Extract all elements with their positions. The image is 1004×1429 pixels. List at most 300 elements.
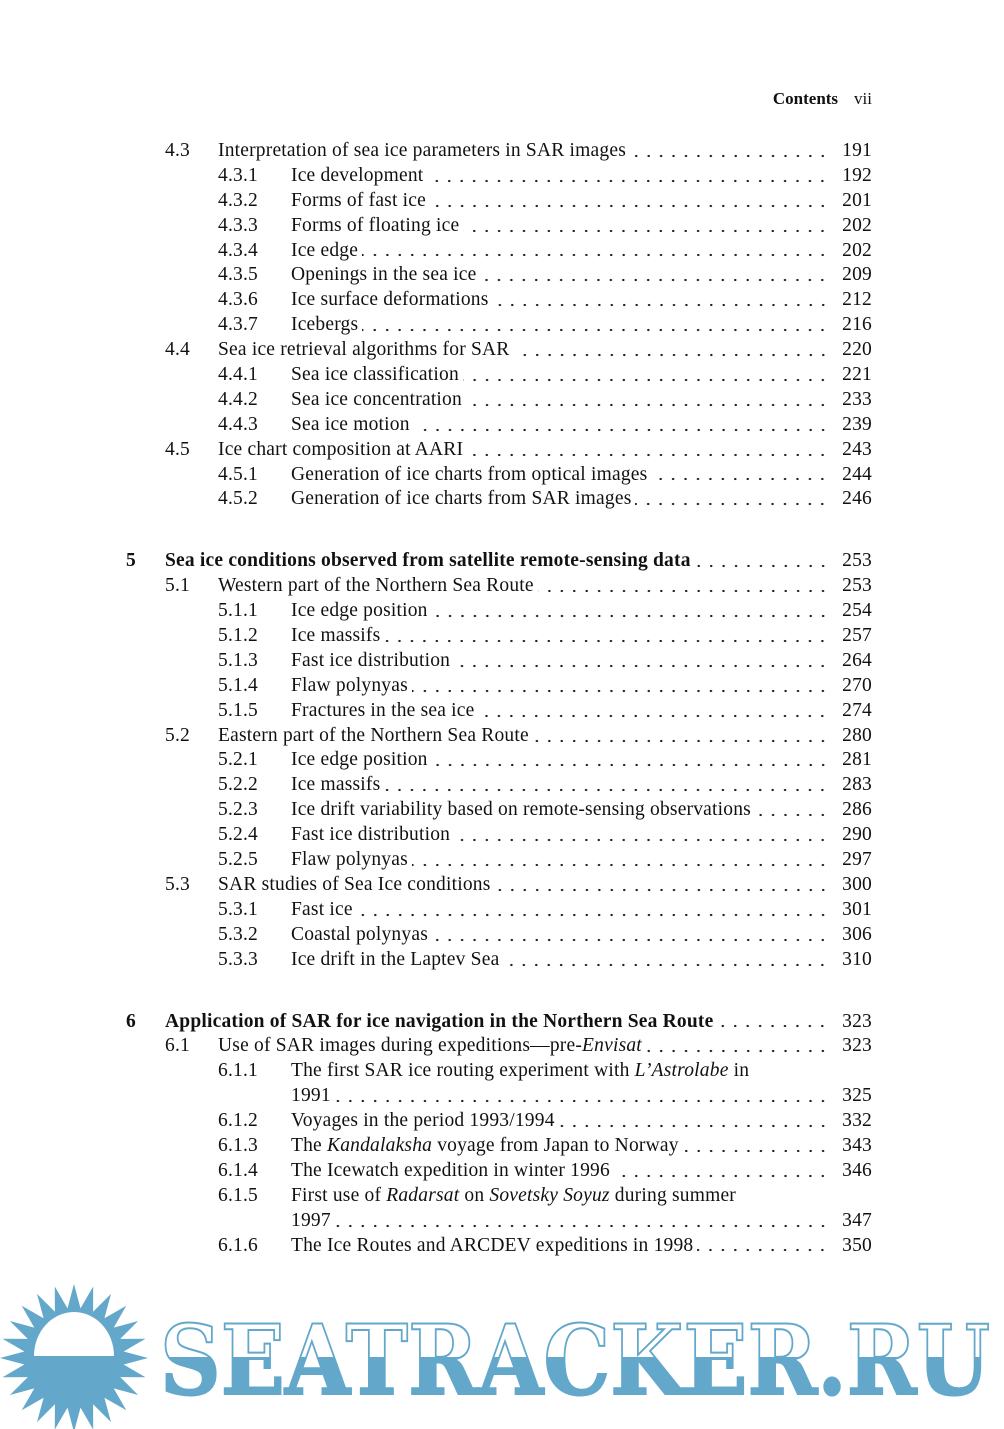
entry-title-part: Coastal polynyas — [291, 923, 428, 945]
entry-number: 5.1.3 — [218, 649, 258, 671]
entry-page-number: 323 — [842, 1035, 872, 1057]
entry-number: 5.2.5 — [218, 849, 258, 871]
entry-number: 4.4 — [165, 339, 190, 361]
entry-page-number: 274 — [842, 699, 872, 721]
entry-title-part: Ice drift in the Laptev Sea — [291, 948, 500, 970]
dot-leader — [480, 263, 829, 288]
seatracker-watermark-logo — [0, 1282, 1004, 1429]
entry-page-number: 283 — [842, 774, 872, 796]
entry-page-number: 202 — [842, 214, 872, 236]
entry-page-number: 306 — [842, 923, 872, 945]
entry-title-part: The — [291, 1134, 327, 1156]
entry-line — [291, 699, 872, 724]
entry-number: 5.3 — [165, 873, 190, 895]
dot-leader — [384, 624, 829, 649]
entry-page-number: 220 — [842, 339, 872, 361]
toc-entry[interactable] — [126, 649, 872, 674]
entry-page-number: 300 — [842, 873, 872, 895]
entry-title-part: Sea ice classification — [291, 364, 459, 386]
entry-title-part: Sea ice retrieval algorithms for SAR — [218, 339, 510, 361]
toc-entry[interactable] — [126, 288, 872, 313]
toc-entry[interactable] — [126, 239, 872, 264]
dot-leader — [454, 649, 829, 674]
toc-entry[interactable] — [126, 487, 872, 512]
entry-title-part: Ice edge position — [291, 749, 428, 771]
entry-line — [291, 948, 872, 973]
entry-title — [218, 574, 534, 599]
toc-entry-continuation[interactable] — [126, 1209, 872, 1234]
entry-page-number: 346 — [842, 1159, 872, 1181]
entry-number: 4.3.4 — [218, 239, 258, 261]
entry-line — [291, 1084, 872, 1109]
entry-number: 4.4.1 — [218, 364, 258, 386]
entry-page-number: 332 — [842, 1110, 872, 1132]
entry-number: 6 — [126, 1010, 136, 1032]
entry-number: 5.1.4 — [218, 674, 258, 696]
toc-entry[interactable] — [126, 898, 872, 923]
toc-entry[interactable] — [126, 1034, 872, 1059]
entry-title-part: Ice massifs — [291, 774, 381, 796]
entry-line — [291, 898, 872, 923]
toc-entry[interactable] — [126, 1234, 872, 1259]
entry-title-part: Flaw polynyas — [291, 674, 408, 696]
entry-title — [291, 1109, 555, 1134]
entry-title-part: First use of — [291, 1184, 387, 1206]
entry-line — [291, 487, 872, 512]
entry-title-part: Eastern part of the Northern Sea Route — [218, 724, 529, 746]
toc-entry[interactable] — [126, 948, 872, 973]
entry-title — [291, 848, 408, 873]
entry-title-part: Western part of the Northern Sea Route — [218, 575, 534, 597]
entry-title-part: Fast ice — [291, 898, 353, 920]
entry-title-part: Generation of ice charts from SAR images — [291, 488, 632, 510]
dot-leader — [430, 189, 829, 214]
entry-title — [291, 923, 428, 948]
toc-entry[interactable] — [126, 164, 872, 189]
toc-entry[interactable] — [126, 363, 872, 388]
entry-line — [165, 549, 872, 574]
entry-line — [291, 773, 872, 798]
entry-title — [291, 239, 358, 264]
entry-number: 5.2 — [165, 724, 190, 746]
entry-page-number: 221 — [842, 364, 872, 386]
entry-page-number: 192 — [842, 164, 872, 186]
entry-page-number: 202 — [842, 239, 872, 261]
dot-leader — [646, 1034, 829, 1059]
toc-entry[interactable] — [126, 413, 872, 438]
dot-leader — [362, 313, 829, 338]
entry-title — [291, 413, 410, 438]
entry-title-part: Icebergs — [291, 314, 359, 336]
entry-line — [291, 1109, 872, 1134]
entry-title-part: Use of SAR images during expeditions—pre- — [218, 1035, 583, 1057]
entry-title-part: Forms of fast ice — [291, 189, 426, 211]
entry-title-part: Sea ice conditions observed from satellite remote-sensing data — [165, 550, 691, 572]
toc-entry[interactable] — [126, 624, 872, 649]
entry-number: 5.3.2 — [218, 923, 258, 945]
dot-leader — [493, 288, 829, 313]
entry-line — [291, 164, 872, 189]
toc-entry[interactable] — [126, 798, 872, 823]
toc-entry[interactable] — [126, 724, 872, 749]
entry-number: 5.3.1 — [218, 898, 258, 920]
entry-line — [291, 189, 872, 214]
entry-title-part: voyage from Japan to Norway — [432, 1134, 679, 1156]
entry-line — [291, 674, 872, 699]
running-header — [773, 89, 872, 109]
dot-leader — [755, 798, 829, 823]
entry-title — [218, 438, 463, 463]
entry-title — [291, 748, 428, 773]
entry-title — [291, 214, 459, 239]
toc-entry[interactable] — [126, 438, 872, 463]
toc-entry[interactable] — [126, 674, 872, 699]
entry-title-continuation: 1997 — [291, 1209, 331, 1231]
toc-entry[interactable] — [126, 1109, 872, 1134]
toc-entry[interactable] — [126, 189, 872, 214]
dot-leader — [683, 1134, 829, 1159]
entry-title — [291, 288, 489, 313]
entry-title-italic: Kandalaksha — [327, 1134, 433, 1156]
entry-line — [218, 139, 872, 164]
toc-entry-continuation[interactable] — [126, 1084, 872, 1109]
entry-title-part: on — [459, 1184, 490, 1206]
entry-title — [218, 873, 491, 898]
entry-line — [291, 624, 872, 649]
toc-entry[interactable] — [126, 139, 872, 164]
table-of-contents — [126, 139, 872, 1258]
entry-title-part: Voyages in the period 1993/1994 — [291, 1110, 555, 1132]
entry-title — [291, 674, 408, 699]
dot-leader — [697, 1234, 829, 1259]
entry-line — [291, 313, 872, 338]
entry-title — [291, 649, 450, 674]
entry-title-part: Ice surface deformations — [291, 289, 489, 311]
entry-title-part: Fast ice distribution — [291, 824, 451, 846]
entry-title — [291, 898, 353, 923]
entry-page-number: 233 — [842, 388, 872, 410]
dot-leader — [559, 1109, 829, 1134]
entry-number: 6.1 — [165, 1035, 190, 1057]
entry-title — [165, 1010, 713, 1035]
toc-entry[interactable] — [126, 338, 872, 363]
entry-page-number: 239 — [842, 413, 872, 435]
entry-line — [218, 438, 872, 463]
entry-page-number: 243 — [842, 438, 872, 460]
entry-page-number: 209 — [842, 264, 872, 286]
dot-leader — [432, 748, 829, 773]
entry-page-number: 257 — [842, 625, 872, 647]
entry-number: 5.1.5 — [218, 699, 258, 721]
entry-page-number: 281 — [842, 749, 872, 771]
entry-title-italic: Envisat — [582, 1035, 642, 1057]
entry-line — [291, 1184, 872, 1209]
entry-title-part: during summer — [609, 1184, 736, 1206]
entry-page-number: 216 — [842, 314, 872, 336]
entry-title — [291, 773, 380, 798]
entry-number: 6.1.5 — [218, 1184, 258, 1206]
dot-leader — [651, 463, 829, 488]
toc-entry[interactable] — [126, 1059, 872, 1084]
entry-title — [291, 599, 428, 624]
entry-title-italic: Radarsat — [386, 1184, 460, 1206]
entry-page-number: 290 — [842, 824, 872, 846]
entry-page-number: 253 — [842, 550, 872, 572]
entry-title — [218, 724, 529, 749]
entry-title-part: Ice massifs — [291, 625, 381, 647]
watermark-text: SEATRACKER.RU — [160, 1304, 990, 1417]
entry-title-part: in — [728, 1060, 750, 1082]
toc-entry[interactable] — [126, 214, 872, 239]
dot-leader — [412, 674, 829, 699]
entry-line — [291, 798, 872, 823]
entry-title — [291, 823, 450, 848]
entry-page-number: 191 — [842, 140, 872, 161]
entry-title-part: Ice edge — [291, 239, 359, 261]
entry-page-number: 323 — [842, 1010, 872, 1032]
entry-number: 4.3.6 — [218, 289, 258, 311]
entry-number: 4.3.5 — [218, 264, 258, 286]
entry-title-part: Fractures in the sea ice — [291, 699, 475, 721]
toc-entry[interactable] — [126, 748, 872, 773]
entry-title — [291, 1059, 749, 1084]
entry-page-number: 270 — [842, 674, 872, 696]
entry-title-part: Sea ice motion — [291, 413, 410, 435]
entry-number: 5.1.2 — [218, 625, 258, 647]
entry-title — [291, 487, 631, 512]
entry-title — [218, 1034, 642, 1059]
spacer — [736, 1184, 872, 1209]
entry-number: 4.3.2 — [218, 189, 258, 211]
entry-number: 4.5.1 — [218, 463, 258, 485]
entry-title — [291, 948, 499, 973]
entry-page-number: 254 — [842, 600, 872, 622]
entry-title-part: Sea ice concentration — [291, 388, 462, 410]
entry-number: 4.3.3 — [218, 214, 258, 236]
entry-title-part: Ice drift variability based on remote-sensing observations — [291, 799, 751, 821]
entry-line — [218, 574, 872, 599]
entry-title — [218, 338, 510, 363]
entry-number: 4.4.2 — [218, 388, 258, 410]
entry-title-part: Ice development — [291, 164, 424, 186]
entry-number: 6.1.6 — [218, 1234, 258, 1256]
entry-title — [291, 363, 459, 388]
entry-title — [291, 1184, 736, 1209]
dot-leader — [635, 487, 829, 512]
toc-entry[interactable] — [126, 1134, 872, 1159]
entry-line — [218, 338, 872, 363]
entry-line — [218, 873, 872, 898]
dot-leader — [362, 239, 829, 264]
entry-line — [291, 363, 872, 388]
entry-title-part: Ice chart composition at AARI — [218, 438, 464, 460]
entry-line — [291, 1234, 872, 1259]
entry-title-italic: Sovetsky Soyuz — [489, 1184, 610, 1206]
entry-title — [291, 699, 474, 724]
toc-entry[interactable] — [126, 574, 872, 599]
entry-line — [291, 263, 872, 288]
entry-line — [291, 288, 872, 313]
dot-leader — [717, 1010, 829, 1035]
entry-page-number: 264 — [842, 649, 872, 671]
entry-page-number: 212 — [842, 289, 872, 311]
entry-line — [291, 413, 872, 438]
toc-entry[interactable] — [126, 873, 872, 898]
entry-number: 4.3.1 — [218, 164, 258, 186]
toc-entry[interactable] — [126, 848, 872, 873]
dot-leader — [432, 599, 829, 624]
entry-line — [291, 1134, 872, 1159]
toc-entry[interactable] — [126, 1159, 872, 1184]
entry-number: 6.1.3 — [218, 1134, 258, 1156]
dot-leader — [454, 823, 829, 848]
entry-title-part: The first SAR ice routing experiment with — [291, 1060, 635, 1082]
toc-entry[interactable] — [126, 773, 872, 798]
entry-number: 6.1.4 — [218, 1159, 258, 1181]
entry-title — [291, 1134, 679, 1159]
entry-title — [291, 463, 647, 488]
dot-leader — [414, 413, 829, 438]
entry-page-number: 286 — [842, 799, 872, 821]
entry-title — [291, 263, 476, 288]
entry-title-part: Fast ice distribution — [291, 649, 451, 671]
entry-line — [218, 724, 872, 749]
entry-page-number: 246 — [842, 488, 872, 510]
entry-line — [291, 214, 872, 239]
entry-number: 5.2.2 — [218, 774, 258, 796]
entry-title — [291, 1159, 610, 1184]
dot-leader — [533, 724, 829, 749]
dot-leader — [412, 848, 829, 873]
entry-number: 4.5.2 — [218, 488, 258, 510]
entry-title-continuation: 1991 — [291, 1085, 331, 1107]
entry-number: 4.3.7 — [218, 314, 258, 336]
dot-leader — [538, 574, 829, 599]
toc-entry[interactable] — [126, 263, 872, 288]
dot-leader — [335, 1084, 829, 1109]
entry-page-number: 280 — [842, 724, 872, 746]
entry-title-part: Flaw polynyas — [291, 849, 408, 871]
entry-number: 6.1.2 — [218, 1110, 258, 1132]
entry-page-number: 343 — [842, 1134, 872, 1156]
entry-title-part: The Ice Routes and ARCDEV expeditions in 1998 — [291, 1234, 694, 1256]
entry-number: 5.1 — [165, 575, 190, 597]
entry-number: 4.4.3 — [218, 413, 258, 435]
entry-title-part: Ice edge position — [291, 600, 428, 622]
entry-number: 5.3.3 — [218, 948, 258, 970]
entry-line — [291, 463, 872, 488]
entry-number: 4.5 — [165, 438, 190, 460]
dot-leader — [614, 1159, 829, 1184]
page-number: vii — [854, 89, 872, 108]
dot-leader — [427, 164, 829, 189]
toc-entry[interactable] — [126, 549, 872, 574]
entry-line — [291, 1209, 872, 1234]
dot-leader — [495, 873, 829, 898]
entry-page-number: 350 — [842, 1234, 872, 1256]
dot-leader — [335, 1209, 829, 1234]
entry-title — [165, 549, 691, 574]
entry-title — [218, 139, 626, 164]
dot-leader — [478, 699, 829, 724]
entry-page-number: 201 — [842, 189, 872, 211]
entry-number: 5 — [126, 550, 136, 572]
entry-number: 5.2.1 — [218, 749, 258, 771]
entry-number: 5.2.4 — [218, 824, 258, 846]
toc-entry[interactable] — [126, 923, 872, 948]
entry-line — [291, 848, 872, 873]
entry-page-number: 347 — [842, 1209, 872, 1231]
entry-title-part: The Icewatch expedition in winter 1996 — [291, 1159, 610, 1181]
spacer — [749, 1059, 872, 1084]
dot-leader — [630, 139, 829, 164]
dot-leader — [384, 773, 829, 798]
entry-title — [291, 798, 751, 823]
entry-page-number: 301 — [842, 898, 872, 920]
dot-leader — [463, 214, 829, 239]
dot-leader — [514, 338, 830, 363]
entry-title-italic: L’Astrolabe — [634, 1060, 729, 1082]
entry-number: 6.1.1 — [218, 1060, 258, 1082]
entry-number: 5.1.1 — [218, 600, 258, 622]
dot-leader — [463, 363, 829, 388]
entry-title-part: SAR studies of Sea Ice conditions — [218, 873, 491, 895]
dot-leader — [432, 923, 829, 948]
entry-page-number: 253 — [842, 575, 872, 597]
dot-leader — [466, 388, 829, 413]
entry-page-number: 310 — [842, 948, 872, 970]
entry-line — [291, 388, 872, 413]
entry-title — [291, 164, 423, 189]
entry-line — [165, 1010, 872, 1035]
entry-line — [218, 1034, 872, 1059]
entry-page-number: 325 — [842, 1085, 872, 1107]
toc-entry[interactable] — [126, 1010, 872, 1035]
entry-line — [291, 649, 872, 674]
entry-line — [291, 599, 872, 624]
entry-page-number: 244 — [842, 463, 872, 485]
dot-leader — [467, 438, 829, 463]
entry-line — [291, 923, 872, 948]
entry-number: 5.2.3 — [218, 799, 258, 821]
entry-title-part: Interpretation of sea ice parameters in SAR images — [218, 140, 626, 161]
entry-line — [291, 1059, 872, 1084]
sun-icon — [0, 1284, 148, 1429]
entry-line — [291, 1159, 872, 1184]
entry-title-part: Forms of floating ice — [291, 214, 460, 236]
toc-entry[interactable] — [126, 823, 872, 848]
entry-line — [291, 239, 872, 264]
entry-title-part: Application of SAR for ice navigation in the Northern Sea Route — [165, 1010, 714, 1032]
entry-title — [291, 189, 426, 214]
toc-entry[interactable] — [126, 599, 872, 624]
toc-entry[interactable] — [126, 313, 872, 338]
entry-line — [291, 748, 872, 773]
entry-title — [291, 1234, 693, 1259]
entry-page-number: 297 — [842, 849, 872, 871]
running-header-title: Contents — [772, 89, 839, 108]
toc-entry[interactable] — [126, 1184, 872, 1209]
toc-entry[interactable] — [126, 388, 872, 413]
dot-leader — [503, 948, 829, 973]
entry-title — [291, 313, 358, 338]
toc-entry[interactable] — [126, 463, 872, 488]
entry-line — [291, 823, 872, 848]
dot-leader — [357, 898, 829, 923]
toc-entry[interactable] — [126, 699, 872, 724]
entry-number: 4.3 — [165, 140, 190, 161]
entry-title — [291, 624, 380, 649]
